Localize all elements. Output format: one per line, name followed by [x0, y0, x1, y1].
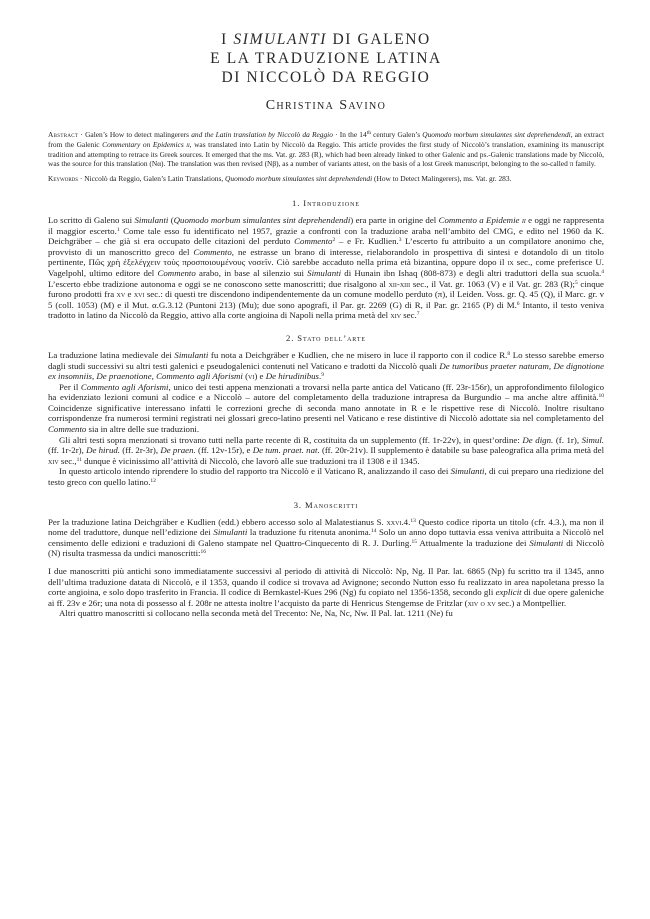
- footnote-ref: 10: [598, 393, 604, 400]
- title-line-1: I SIMULANTI DI GALENO: [221, 31, 431, 48]
- footnote-ref: 15: [411, 538, 417, 545]
- paragraph: Lo scritto di Galeno sui Simulanti (Quomodo morbum simulantes sint deprehendendi) era parte in origine del Commento a Epidemie ii e oggi ne rappresenta il maggior escerto.$^1$ Come tale esso fu identificato nel 1957, grazie a confronti con la traduzione araba nell’ambito del CMG, e edito nel 1960 da K. Deichgräber – che già si era occupato delle citazioni del perduto Commento$^2$ – e Fr. Kudlien.$^3$ L’escerto fu attribuito a un compilatore anonimo che, provvisto di un manoscritto greco del Commento, ne estrasse un brano di interesse, rielaborandolo in prospettiva di sintesi e dotandolo di un titolo pertinente, Πῶς χρὴ ἐξελέγχειν τοὺς προσποιουμένους νοσεῖν. Ciò sarebbe accaduto nella prima età bizantina, oppure dopo il ix sec., come preferisce U. Vagelpohl, ultimo editore del Commento arabo, in base al silenzio sui Simulanti di Hunain ibn Ishaq (808-873) e degli altri traduttori della sua scuola.$^4$ L’escerto ebbe tradizione autonoma e oggi se ne conoscono sette manoscritti; due risalgono al xii-xiii sec., il Vat. gr. 1063 (V) e il Vat. gr. 283 (R);$^5$ cinque furono prodotti fra xv e xvi sec.: di questi tre discendono indipendentemente da un comune modello perduto (π), il Leiden. Voss. gr. Q. 45 (Q), il Marc. gr. v 5 (coll. 1053) (M) e il Mut. α.G.3.12 (Puntoni 213) (Mu); due sono apografi, il Par. gr. 2269 (G) di R, il Par. gr. 2165 (P) di M.$^6$ Intanto, il testo veniva tradotto in latino da Niccolò da Reggio, attivo alla corte angioina di Napoli nella prima metà del xiv sec.$^7$: [48, 214, 604, 321]
- section-heading-introduzione: 1. Introduzione: [292, 197, 360, 208]
- paragraph: I due manoscritti più antichi sono immediatamente successivi al periodo di attività di Niccolò: Np, Ng. Il Par. lat. 6865 (Np) fu scritto tra il 1345, anno dell’ultima traduzione datata di Niccolò, e il 1353, quando il codice si trovava ad Avignone; secondo Nutton esso fu realizzato in area napoletana presso la corte angioina, e solo dopo trasferito in Francia. Il codice di Bernkastel-Kues 296 (Ng) fu copiato nel 1356-1358, secondo gli explicit di due opere galeniche ai ff. 23v e 26r; una nota di possesso al f. 208r ne attesta inoltre l’acquisto da parte di Henricus Stengemse de Fritzlar (xiv o xv sec.) a Montpellier.: [48, 566, 604, 608]
- section-heading-manoscritti: 3. Manoscritti: [293, 499, 359, 510]
- footnote-ref: 14: [370, 528, 377, 535]
- keywords-label: Keywords: [48, 174, 79, 184]
- paragraph: In questo articolo intendo riprendere lo studio del rapporto tra Niccolò e il Vaticano R, analizzando il caso dei Simulanti, di cui preparo una riedizione del testo greco con quello latino.$^{12}$: [48, 466, 604, 488]
- section-heading-stato-dell-arte: 2. Stato dell’arte: [286, 332, 366, 343]
- footnote-ref: 12: [150, 478, 156, 485]
- footnote-ref: 7: [416, 311, 420, 318]
- title-line-3: DI NICCOLÒ DA REGGIO: [221, 69, 431, 86]
- abstract: Abstract · Galen’s How to detect malingerers and the Latin translation by Niccolò da Reggio · In the 14th century Galen’s Quomodo morbum simulantes sint deprehendendi, an extract from the Galenic Commentary on Epidemics ii, was translated into Latin by Niccolò da Reggio. This article provides the first study of Niccolò’s translation, examining its manuscript tradition and attempting to retrace its Greek sources. It emerged that the ms. Vat. gr. 283 (R), which had been already linked to other Galenic and ps.-Galenic translations made by Niccolò, was the source for this translation (Nα). The translation was then revised (Nβ), as a number of variants attest, on the basis of a lost Greek manuscript, belonging to the so-called π family.: [48, 130, 604, 169]
- footnote-ref: 2: [332, 237, 336, 244]
- footnote-ref: 3: [398, 237, 402, 244]
- author-name: Christina Savino: [265, 98, 387, 113]
- footnote-ref: 9: [321, 372, 324, 379]
- footnote-ref: 11: [76, 456, 82, 463]
- title-line-2: E LA TRADUZIONE LATINA: [210, 50, 442, 67]
- paper-page: [48, 0, 604, 619]
- footnote-ref: 5: [574, 279, 578, 286]
- keywords: Keywords · Niccolò da Reggio, Galen’s Latin Translations, Quomodo morbum simulantes sint deprehendendi (How to Detect Malingerers), ms. Vat. gr. 283.: [48, 174, 512, 184]
- abstract-label: Abstract: [48, 130, 79, 139]
- footnote-ref: 13: [410, 517, 416, 524]
- paragraph: La traduzione latina medievale dei Simulanti fu nota a Deichgräber e Kudlien, che ne misero in luce il rapporto con il codice R.$^8$ Lo stesso sarebbe emerso dagli studi successivi su altri testi galenici e pseudogalenici contenuti nel Vaticano e tradotti da Niccolò quali De tumoribus praeter naturam, De dignotione ex insomniis, De praenotione, Commento agli Aforismi (vi) e De hirudinibus.$^9$: [48, 349, 604, 382]
- footnote-ref: 16: [200, 549, 207, 556]
- paragraph: Gli altri testi sopra menzionati si trovano tutti nella parte recente di R, costituita da un supplemento (ff. 1r-22v), in quest’ordine: De dign. (f. 1r), Simul. (ff. 1r-2r), De hirud. (ff. 2r-3r), De praen. (ff. 12v-15r), e De tum. praet. nat. (ff. 20r-21v). Il supplemento è databile su base paleografica alla prima metà del xiv sec.,$^{11}$ dunque è vicinissimo all’attività di Niccolò, che lavorò alle sue traduzioni tra il 1308 e il 1345.: [48, 434, 605, 466]
- paragraph: Per il Commento agli Aforismi, unico dei testi appena menzionati a trovarsi nella parte antica del Vaticano (ff. 23r-156r), un approfondimento filologico ha evidenziato lezioni comuni al codice e a Niccolò – autore del completamento della traduzione intrapresa da Burgundio – ma anche altre affinità.$^{10}$ Coincidenze significative interessano infatti le correzioni greche di seconda mano annotate in R e le rispettive rese di Niccolò. Inoltre risultano corrispondenze fra numerosi termini registrati nei glossari greco-latino presenti nel Vaticano e rese distintive di Niccolò adottate sia nel completamento del Commento sia in altre delle sue traduzioni.: [48, 381, 605, 435]
- paragraph: Altri quattro manoscritti si collocano nella seconda metà del Trecento: Ne, Na, Nc, Nw. Il Pal. lat. 1211 (Ne) fu: [59, 608, 453, 619]
- article-title: [48, 30, 604, 114]
- footnote-ref: 1: [116, 226, 120, 233]
- footnote-ref: 8: [507, 350, 511, 357]
- paragraph: Per la traduzione latina Deichgräber e Kudlien (edd.) ebbero accesso solo al Malatestianus S. xxvi.4.13 Questo codice riporta un titolo (cfr. 4.3.), ma non il nome del traduttore, dunque nell’edizione dei Simulanti la traduzione fu ritenuta anonima.$^{14}$ Solo un anno dopo tuttavia essa veniva attribuita a Niccolò nel censimento delle edizioni e traduzioni di Galeno stampate nel Quattro-Cinquecento di R. J. Durling.$^{15}$ Attualmente la traduzione dei Simulanti di Niccolò (N) risulta trasmessa da undici manoscritti:$^{16}$: [48, 516, 604, 559]
- footnote-ref: 4: [601, 268, 604, 275]
- footnote-ref: 6: [516, 300, 520, 307]
